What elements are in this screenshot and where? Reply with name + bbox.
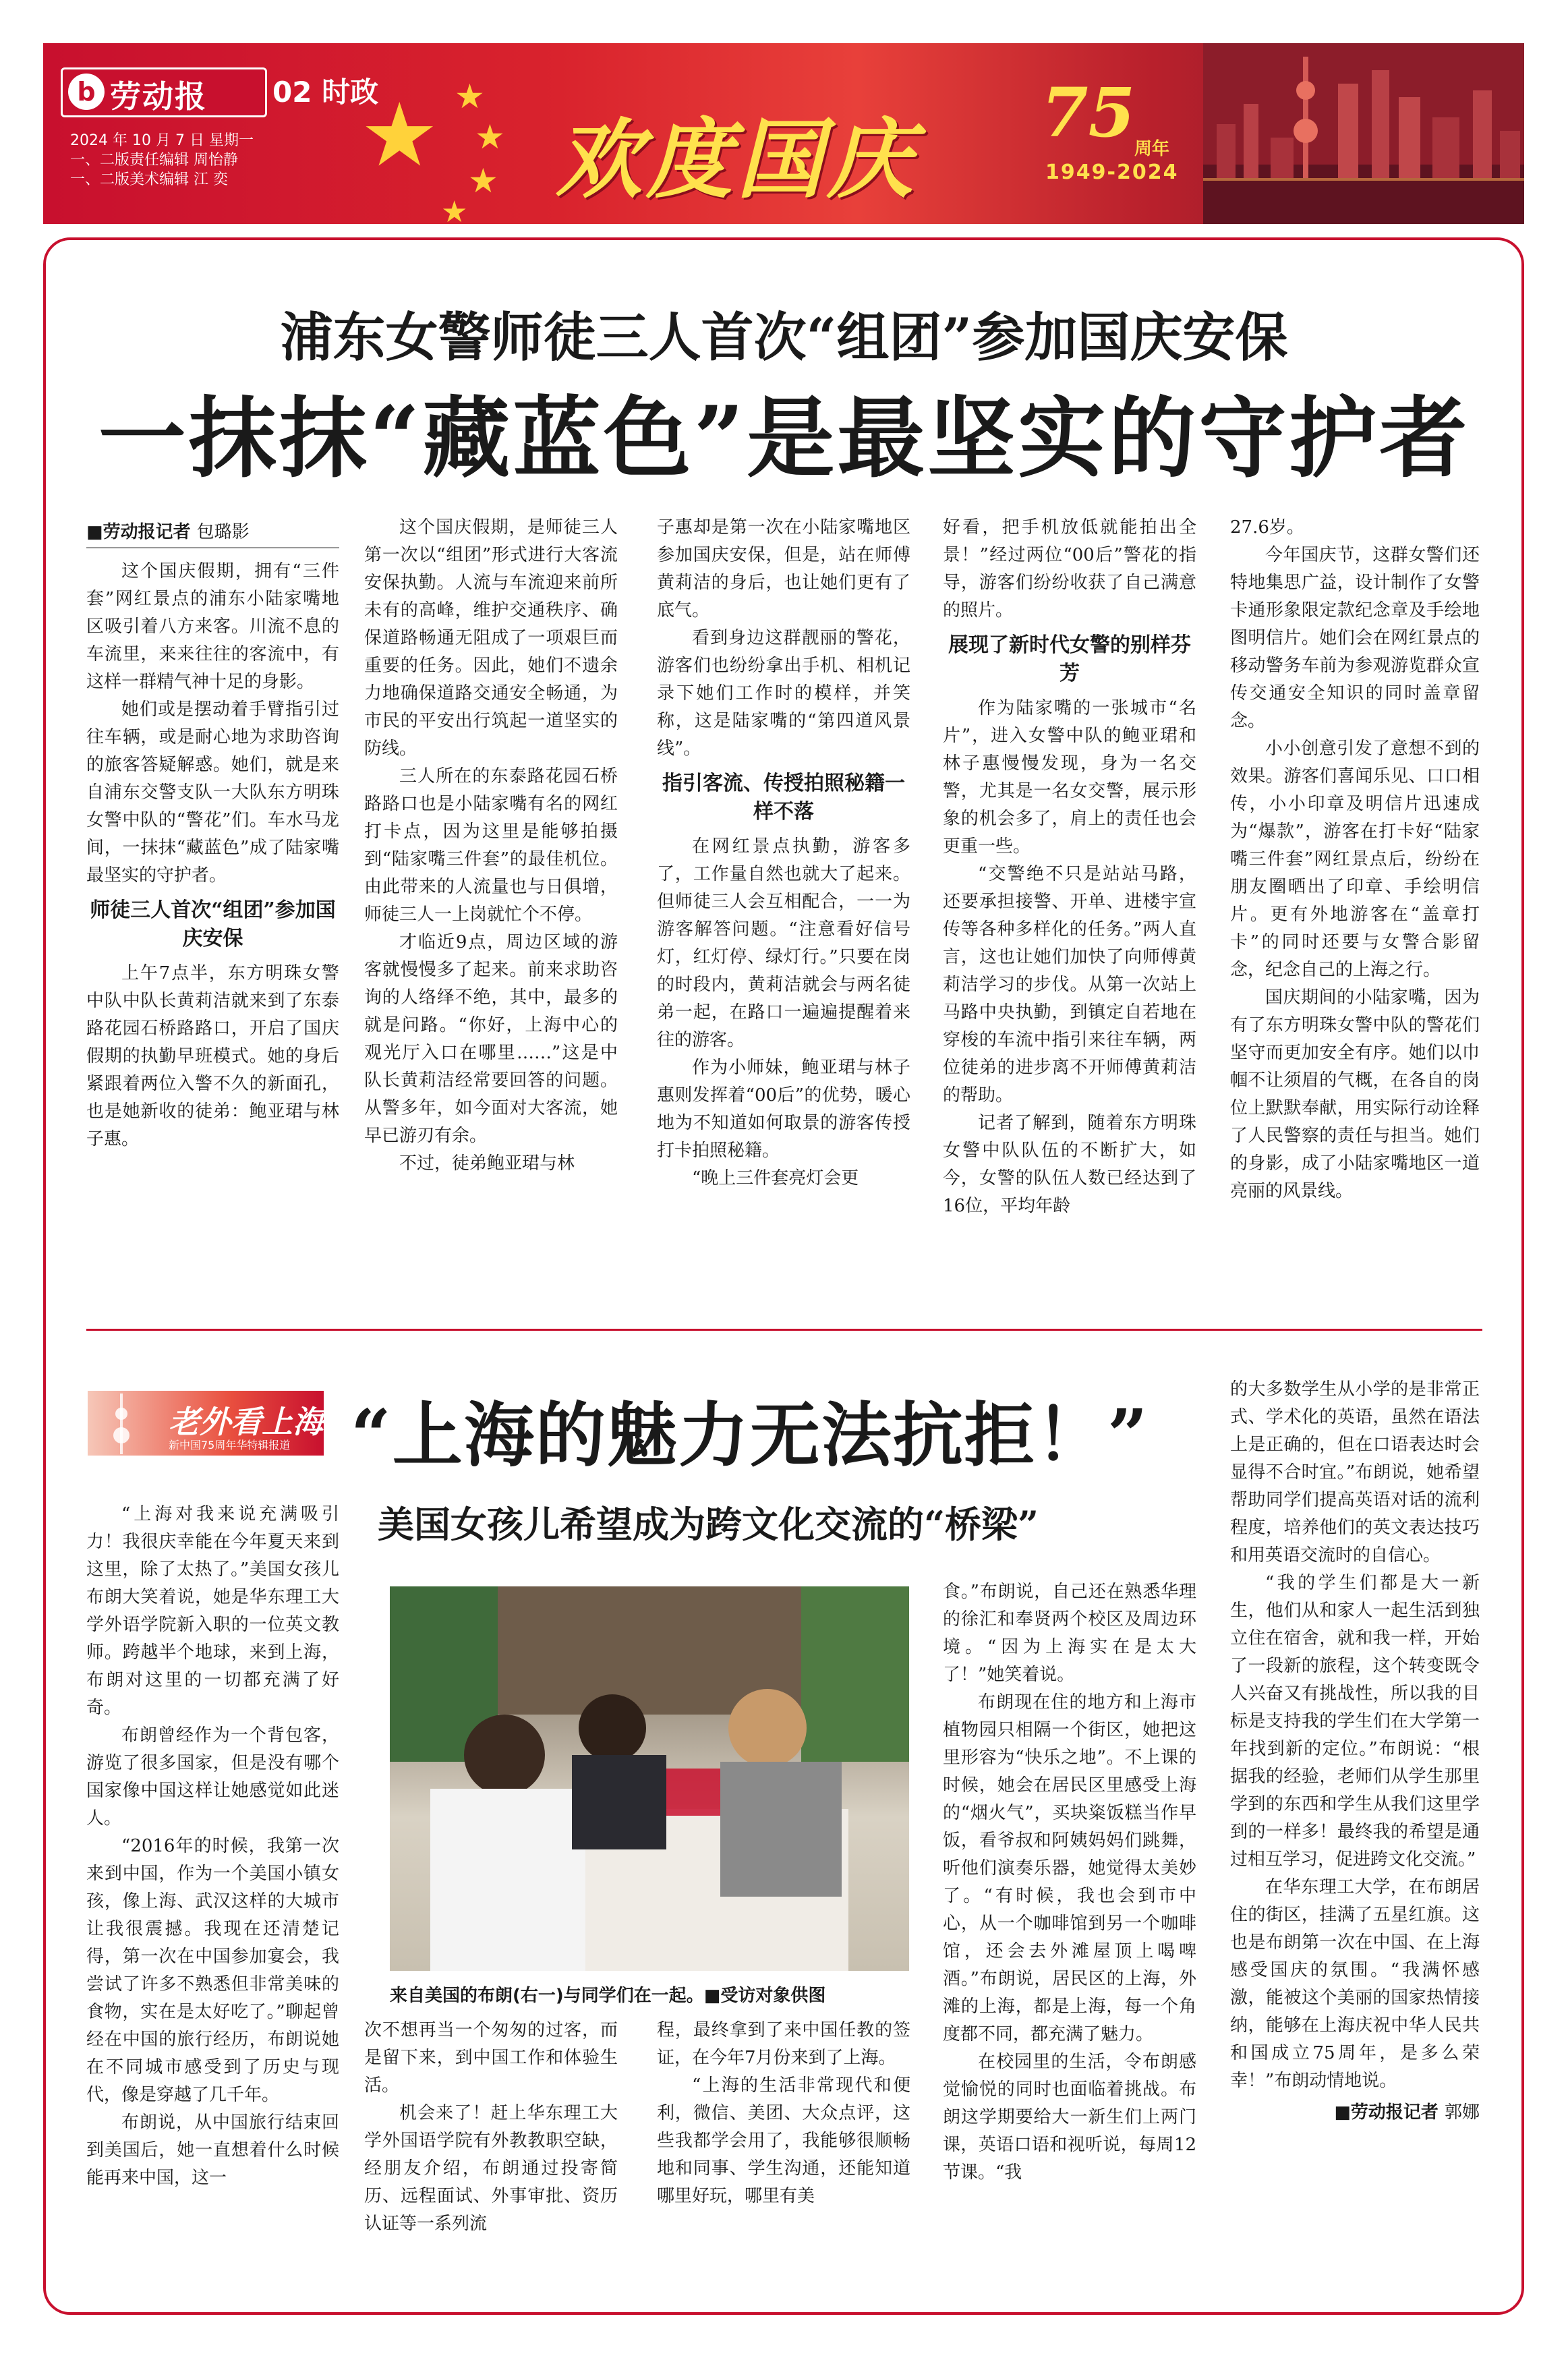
star-icon: ★ bbox=[360, 84, 439, 186]
header-banner bbox=[43, 43, 1524, 224]
brand-name: 劳动报 bbox=[110, 78, 207, 115]
story2-photo bbox=[390, 1586, 909, 1971]
paragraph: 程，最终拿到了来中国任教的签证，在今年7月份来到了上海。 bbox=[657, 2020, 910, 2068]
paragraph: 国庆期间的小陆家嘴，因为有了东方明珠女警中队的警花们坚守而更加安全有序。她们以巾帼不让须眉的气概，在各自的岗位上默默奉献，用实际行动诠释了人民警察的责任与担当。她们的身影，成了小陆家嘴地区一道亮丽的风景线。 bbox=[1230, 987, 1480, 1201]
art-editor: 一、二版美术编辑 江 奕 bbox=[70, 171, 228, 188]
story2-column-4 bbox=[943, 1578, 1196, 2187]
brand-logo-icon: b bbox=[68, 74, 105, 110]
theme-anniversary-number: 75 bbox=[1041, 73, 1136, 152]
star-icon: ★ bbox=[441, 195, 468, 224]
paragraph: 看到身边这群靓丽的警花，游客们也纷纷拿出手机、相机记录下她们工作时的模样，并笑称，这是陆家嘴的“第四道风景线”。 bbox=[657, 628, 910, 759]
story2-title: “上海的魅力无法抗拒！” bbox=[351, 1394, 1149, 1476]
column-tag bbox=[88, 1391, 324, 1456]
paragraph: 三人所在的东泰路花园石桥路路口也是小陆家嘴有名的网红打卡点，因为这里是能够拍摄到“陆家嘴三件套”的最佳机位。由此带来的人流量也与日俱增，师徒三人一上岗就忙个不停。 bbox=[364, 766, 618, 925]
star-icon: ★ bbox=[475, 117, 505, 156]
theme-anniversary-suffix: 周年 bbox=[1134, 139, 1170, 159]
paragraph: 子惠却是第一次在小陆家嘴地区参加国庆安保，但是，站在师傅黄莉洁的身后，也让她们更有了底气。 bbox=[657, 517, 910, 621]
paragraph: “晚上三件套亮灯会更 bbox=[692, 1168, 859, 1188]
paragraph: “我的学生们都是大一新生，他们从和家人一起生活到独立住在宿舍，就和我一样，开始了一段新的旅程，这个转变既令人兴奋又有挑战性，所以我的目标是支持我的学生们在大学第一年找到新的定位。”布朗说：“根据我的经验，老师们从学生那里学到的东西和学生从我们这里学到的一样多！最终我的希望是通过相互学习，促进跨文化交流。” bbox=[1230, 1573, 1480, 1870]
paragraph: 机会来了！赶上华东理工大学外国语学院有外教教职空缺，经朋友介绍，布朗通过投寄简历、远程面试、外事审批、资历认证等一系列流 bbox=[364, 2103, 618, 2234]
paragraph: 布朗说，从中国旅行结束回到美国后，她一直想着什么时候能再来中国，这一 bbox=[86, 2113, 339, 2188]
story1-column-3 bbox=[657, 514, 910, 1193]
story1-column-5 bbox=[1230, 514, 1480, 1205]
paragraph: 次不想再当一个匆匆的过客，而是留下来，到中国工作和体验生活。 bbox=[364, 2020, 618, 2096]
paragraph: 食。”布朗说，自己还在熟悉华理的徐汇和奉贤两个校区及周边环境。“因为上海实在是太大了！”她笑着说。 bbox=[943, 1582, 1196, 1685]
brand-masthead bbox=[61, 67, 267, 117]
story2-subtitle: 美国女孩儿希望成为跨文化交流的“桥梁” bbox=[378, 1503, 1039, 1546]
section-divider bbox=[86, 1329, 1482, 1331]
story1-column-2 bbox=[364, 514, 618, 1178]
paragraph: 在华东理工大学，在布朗居住的街区，挂满了五星红旗。这也是布朗第一次在中国、在上海感受国庆的氛围。“我满怀感激，能被这个美丽的国家热情接纳，能够在上海庆祝中华人民共和国成立75周年，是多么荣幸！”布朗动情地说。 bbox=[1230, 1877, 1480, 2091]
photo-caption: 来自美国的布朗(右一)与同学们在一起。■受访对象供图 bbox=[390, 1986, 826, 2006]
paragraph: “交警绝不只是站站马路，还要承担接警、开单、进楼宇宣传等各种多样化的任务。”两人直言，这也让她们加快了向师傅黄莉洁学习的步伐。从第一次站上马路中央执勤，到镇定自若地在穿梭的车流中指引来往车辆，两位徒弟的进步离不开师傅黄莉洁的帮助。 bbox=[943, 864, 1196, 1105]
story1-byline: ■劳动报记者 包璐影 bbox=[86, 518, 339, 548]
story2-column-5 bbox=[1230, 1376, 1480, 2127]
paragraph: 记者了解到，随着东方明珠女警中队队伍的不断扩大，如今，女警的队伍人数已经达到了16位，平均年龄 bbox=[943, 1113, 1196, 1216]
story1-column-4 bbox=[943, 514, 1196, 1220]
paragraph: 小小创意引发了意想不到的效果。游客们喜闻乐见、口口相传，小小印章及明信片迅速成为“爆款”，游客在打卡好“陆家嘴三件套”网红景点后，纷纷在朋友圈晒出了印章、手绘明信片。更有外地游客在“盖章打卡”的同时还要与女警合影留念，纪念自己的上海之行。 bbox=[1230, 739, 1480, 980]
paragraph: “2016年的时候，我第一次来到中国，作为一个美国小镇女孩，像上海、武汉这样的大城市让我很震撼。我现在还清楚记得，第一次在中国参加宴会，我尝试了许多不熟悉但非常美味的食物，实在是太好吃了。”聊起曾经在中国的旅行经历，布朗说她在不同城市感受到了历史与现代，像是穿越了几千年。 bbox=[86, 1836, 339, 2105]
paragraph: 这个国庆假期，拥有“三件套”网红景点的浦东小陆家嘴地区吸引着八方来客。川流不息的车流里，来来往往的客流中，有这样一群精气神十足的身影。 bbox=[86, 561, 339, 692]
paragraph: “上海对我来说充满吸引力！我很庆幸能在今年夏天来到这里，除了太热了。”美国女孩儿布朗大笑着说，她是华东理工大学外语学院新入职的一位英文教师。跨越半个地球，来到上海，布朗对这里的一切都充满了好奇。 bbox=[86, 1504, 339, 1718]
column-tag-subtitle: 新中国75周年华特辑报道 bbox=[169, 1439, 291, 1452]
paragraph: 她们或是摆动着手臂指引过往车辆，或是耐心地为求助咨询的旅客答疑解惑。她们，就是来自浦东交警支队一大队东方明珠女警中队的“警花”们。车水马龙间，一抹抹“藏蓝色”成了陆家嘴最坚实的守护者。 bbox=[86, 699, 339, 886]
paragraph: 好看，把手机放低就能拍出全景！”经过两位“00后”警花的指导，游客们纷纷收获了自己满意的照片。 bbox=[943, 517, 1196, 621]
paragraph: 作为陆家嘴的一张城市“名片”，进入女警中队的鲍亚珺和林子惠慢慢发现，身为一名交警，尤其是一名女交警，展示形象的机会多了，肩上的责任也会更重一些。 bbox=[943, 698, 1196, 857]
story2-column-2 bbox=[364, 2017, 618, 2238]
story2-column-1 bbox=[86, 1501, 339, 2192]
paragraph: 今年国庆节，这群女警们还特地集思广益，设计制作了女警卡通形象限定款纪念章及手绘地图明信片。她们会在网红景点的移动警务车前为参观游览群众宣传交通安全知识的同时盖章留念。 bbox=[1230, 545, 1480, 731]
issue-meta bbox=[70, 131, 254, 190]
paragraph: 的大多数学生从小学的是非常正式、学术化的英语，虽然在语法上是正确的，但在口语表达时会显得不合时宜。”布朗说，她希望帮助同学们提高英语对话的流利程度，培养他们的英文表达技巧和用英语交流时的自信心。 bbox=[1230, 1379, 1480, 1565]
star-icon: ★ bbox=[468, 161, 498, 200]
paragraph: 在网红景点执勤，游客多了，工作量自然也就大了起来。但师徒三人会互相配合，一一为游客解答问题。“注意看好信号灯，红灯停、绿灯行。”只要在岗的时段内，黄莉洁就会与两名徒弟一起，在路口一遍遍提醒着来往的游客。 bbox=[657, 836, 910, 1050]
photo-illustration bbox=[390, 1586, 909, 1971]
paragraph: 才临近9点，周边区域的游客就慢慢多了起来。前来求助咨询的人络绎不绝，其中，最多的就是问路。“你好，上海中心的观光厅入口在哪里……”这是中队长黄莉洁经常要回答的问题。从警多年，如今面对大客流，她早已游刃有余。 bbox=[364, 932, 618, 1146]
theme-years: 1949-2024 bbox=[1045, 161, 1179, 184]
paragraph: 在校园里的生活，令布朗感觉愉悦的同时也面临着挑战。布朗这学期要给大一新生们上两门课，英语口语和视听说，每周12节课。“我 bbox=[943, 2052, 1196, 2183]
paragraph: 这个国庆假期，是师徒三人第一次以“组团”形式进行大客流安保执勤。人流与车流迎来前所未有的高峰，维护交通秩序、确保道路畅通无阻成了一项艰巨而重要的任务。因此，她们不遗余力地确保道路交通安全畅通，为市民的平安出行筑起一道坚实的防线。 bbox=[364, 517, 618, 759]
paragraph: 27.6岁。 bbox=[1230, 517, 1304, 538]
paragraph: 上午7点半，东方明珠女警中队中队长黄莉洁就来到了东泰路花园石桥路路口，开启了国庆假期的执勤早班模式。她的身后紧跟着两位入警不久的新面孔，也是她新收的徒弟：鲍亚珺与林子惠。 bbox=[86, 963, 339, 1149]
paragraph: 作为小师妹，鲍亚珺与林子惠则发挥着“00后”的优势，暖心地为不知道如何取景的游客传授打卡拍照秘籍。 bbox=[657, 1058, 910, 1161]
column-tag-title: 老外看上海 bbox=[169, 1404, 324, 1440]
paragraph: 布朗曾经作为一个背包客，游览了很多国家，但是没有哪个国家像中国这样让她感觉如此迷人。 bbox=[86, 1725, 339, 1829]
skyline-illustration bbox=[1203, 43, 1524, 224]
responsible-editor: 一、二版责任编辑 周怡静 bbox=[70, 152, 238, 169]
story1-title: 一抹抹“藏蓝色”是最坚实的守护者 bbox=[98, 386, 1470, 490]
paragraph: 不过，徒弟鲍亚珺与林 bbox=[399, 1153, 575, 1174]
paragraph: “上海的生活非常现代和便利，微信、美团、大众点评，这些我都学会用了，我能够很顺畅地和同事、学生沟通，还能知道哪里好玩，哪里有美 bbox=[657, 2075, 910, 2206]
page-section-label: 02 时政 bbox=[272, 76, 379, 109]
story1-subhead-1: 师徒三人首次“组团”参加国庆安保 bbox=[90, 898, 336, 950]
theme-title: 欢度国庆 bbox=[556, 109, 918, 210]
oriental-pearl-tower-icon bbox=[101, 1394, 142, 1454]
story1-subtitle: 浦东女警师徒三人首次“组团”参加国庆安保 bbox=[280, 307, 1288, 368]
story1-subhead-2: 指引客流、传授拍照秘籍一样不落 bbox=[662, 772, 905, 824]
story1-column-1 bbox=[86, 518, 339, 1153]
issue-date: 2024 年 10 月 7 日 星期一 bbox=[70, 132, 254, 149]
story2-byline: ■劳动报记者 郭娜 bbox=[1334, 2102, 1480, 2123]
story1-subhead-3: 展现了新时代女警的别样芬芳 bbox=[948, 633, 1191, 685]
paragraph: 布朗现在住的地方和上海市植物园只相隔一个街区，她把这里形容为“快乐之地”。不上课的时候，她会在居民区里感受上海的“烟火气”，买块粢饭糕当作早饭，看爷叔和阿姨妈妈们跳舞，听他们演奏乐器，她觉得太美妙了。“有时候，我也会到市中心，从一个咖啡馆到另一个咖啡馆，还会去外滩屋顶上喝啤酒。”布朗说，居民区的上海，外滩的上海，都是上海，每一个角度都不同，都充满了魅力。 bbox=[943, 1692, 1196, 2044]
star-icon: ★ bbox=[455, 77, 485, 116]
story2-column-3 bbox=[657, 2017, 910, 2210]
